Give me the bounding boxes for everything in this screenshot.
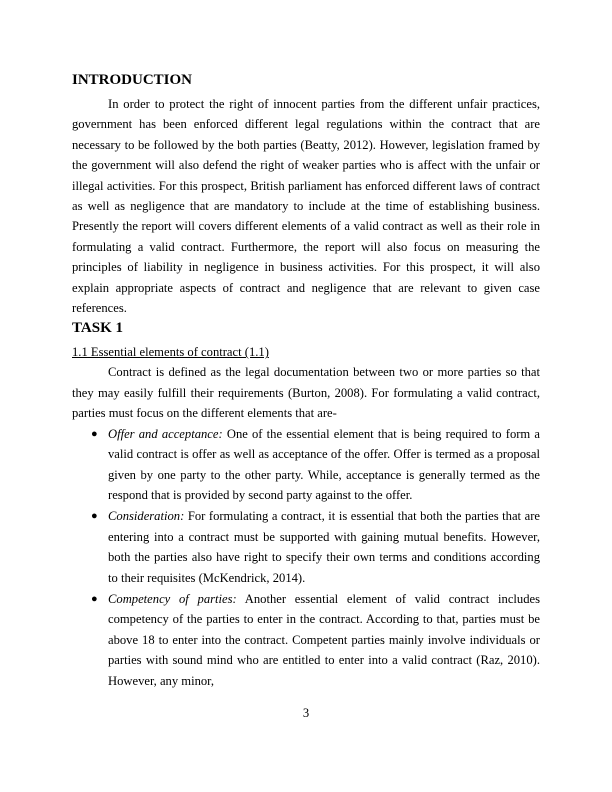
document-page — [72, 70, 540, 692]
list-item-term: Competency of parties: — [108, 591, 237, 606]
list-item-text: For formulating a contract, it is essential that both the parties that are entering into a contract must be supported with gaining mutual benefits. However, both the parties also have right to specify their own terms and conditions according to their requisites (McKendrick, 2014). — [108, 509, 540, 585]
list-item — [91, 424, 540, 506]
list-item — [91, 589, 540, 691]
task1-paragraph: Contract is defined as the legal documentation between two or more parties so that they may easily fulfill their requirements (Burton, 2008). For formulating a valid contract, parties must focus on the different elements that are- — [72, 365, 540, 421]
list-item-text: Another essential element of valid contract includes competency of the parties to enter in the contract. According to that, parties must be above 18 to enter into the contract. Competent parties mainly involve individuals or parties with sound mind who are entitled to enter into a valid contract (Raz, 2010). However, any minor, — [108, 591, 540, 688]
list-item-term: Offer and acceptance: — [108, 426, 223, 441]
introduction-paragraph: In order to protect the right of innocent parties from the different unfair practices, government has been enforced different legal regulations within the contract that are necessary to be followed by the both parties (Beatty, 2012). However, legislation framed by the government will also defend the right of weaker parties who is affect with the unfair or illegal activities. For this prospect, British parliament has enforced different laws of contract as well as negligence that are mandatory to include at the time of establishing business. Presently the report will covers different elements of a valid contract as well as their role in formulating a valid contract. Furthermore, the report will also focus on measuring the principles of liability in negligence in business activities. For this prospect, it will also explain appropriate aspects of contract and negligence that are relevant to given case references. — [72, 97, 540, 316]
introduction-heading: INTRODUCTION — [72, 72, 193, 88]
bullet-icon: ● — [91, 510, 98, 523]
page-number: 3 — [302, 706, 310, 720]
bullet-icon: ● — [91, 427, 98, 440]
bullet-icon: ● — [91, 592, 98, 605]
list-item-term: Consideration: — [108, 509, 185, 524]
list-item — [91, 506, 540, 588]
task1-heading: TASK 1 — [72, 320, 123, 337]
task1-subheading: 1.1 Essential elements of contract (1.1) — [72, 345, 269, 360]
elements-list — [72, 424, 540, 691]
list-item-text: One of the essential element that is being required to form a valid contract is offer as well as acceptance of the offer. Offer is termed as a proposal given by one party to the other party. While, acceptance is generally termed as the respond that is provided by second party against to the offer. — [108, 426, 540, 502]
